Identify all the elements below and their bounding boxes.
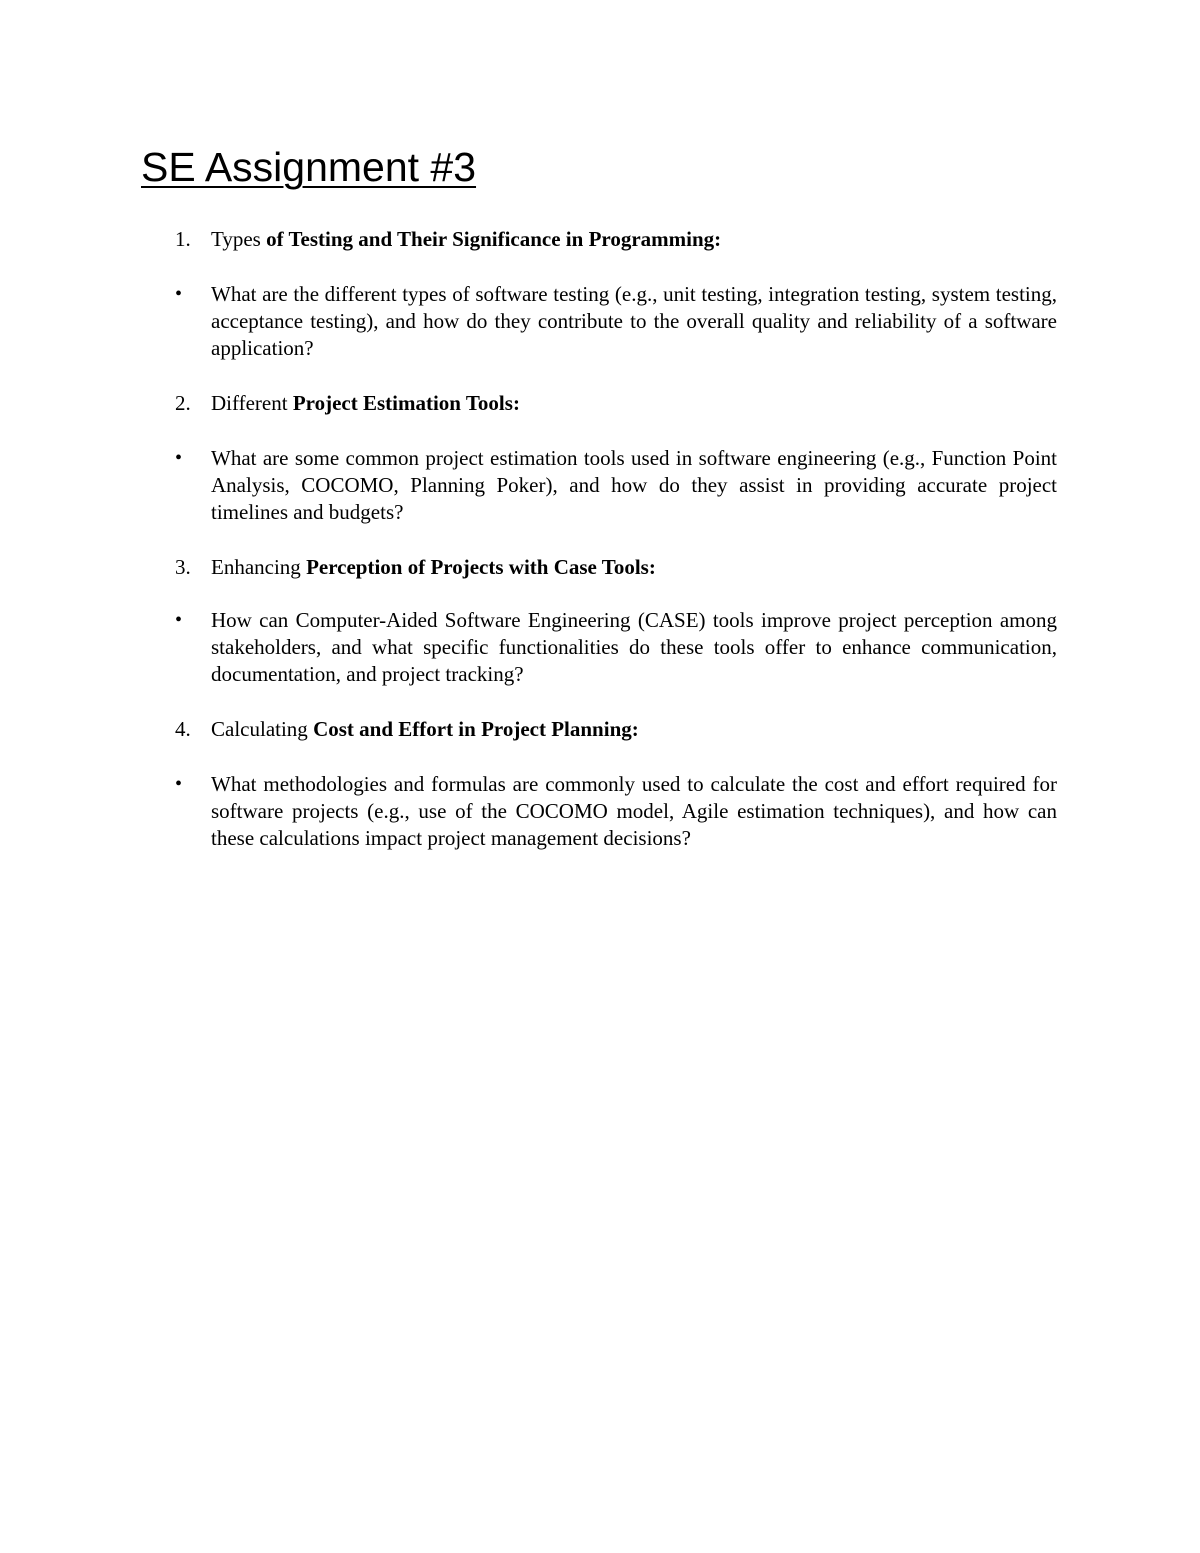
section-3-heading-bold: Perception of Projects with Case Tools: [306, 555, 656, 579]
section-2-bullet: • [175, 447, 183, 469]
section-4-heading-bold: Cost and Effort in Project Planning: [313, 717, 639, 741]
section-2-heading [211, 390, 1057, 417]
section-4-bullet: • [175, 773, 183, 795]
section-3-number: 3. [175, 555, 191, 579]
section-1-heading-bold: of Testing and Their Significance in Programming: [266, 227, 722, 251]
section-3-heading [211, 554, 1057, 581]
section-2-heading-bold: Project Estimation Tools: [292, 391, 520, 415]
section-2-number: 2. [175, 391, 191, 415]
section-3-question: How can Computer-Aided Software Engineering (CASE) tools improve project perception among stakeholders, and what specific functionalities do these tools offer to enhance communication, documentation, and project tracking? [211, 608, 1057, 686]
section-1-heading-plain: Types [211, 227, 267, 251]
section-4-question: What methodologies and formulas are commonly used to calculate the cost and effort required for software projects (e.g., use of the COCOMO model, Agile estimation techniques), and how can these calculations impact project management decisions? [211, 772, 1057, 850]
section-1-bullet: • [175, 283, 183, 305]
section-2-heading-plain: Different [211, 391, 293, 415]
section-4-heading-plain: Calculating [211, 717, 314, 741]
section-1-heading [211, 226, 1057, 253]
document-title: SE Assignment #3 [141, 144, 477, 190]
section-2-question: What are some common project estimation tools used in software engineering (e.g., Function Point Analysis, COCOMO, Planning Poker), and how do they assist in providing accurate project timelines and budgets? [211, 446, 1057, 524]
section-4-heading [211, 716, 1057, 743]
section-1-question: What are the different types of software testing (e.g., unit testing, integration testing, system testing, acceptance testing), and how do they contribute to the overall quality and reliability of a software application? [211, 282, 1057, 360]
section-3-heading-plain: Enhancing [211, 555, 307, 579]
section-4-number: 4. [175, 717, 191, 741]
section-3-bullet: • [175, 609, 183, 631]
section-1-number: 1. [175, 227, 191, 251]
